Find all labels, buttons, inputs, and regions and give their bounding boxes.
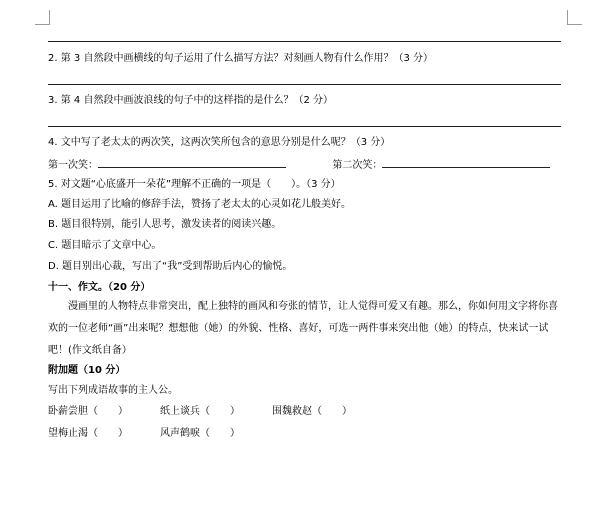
q4-first-blank[interactable] xyxy=(98,157,286,168)
answer-line-q2 xyxy=(48,84,561,85)
bonus-instruction: 写出下列成语故事的主人公。 xyxy=(48,385,178,396)
idiom-item: 风声鹤唳（ ） xyxy=(160,428,240,439)
question-4: 4. 文中写了老太太的两次笑，这两次笑所包含的意思分别是什么呢？（3 分） xyxy=(48,137,391,148)
q5-option-c: C. 题目暗示了文章中心。 xyxy=(48,240,162,251)
idiom-item: 围魏救赵（ ） xyxy=(272,406,352,417)
q4-first-label: 第一次笑： xyxy=(48,160,98,171)
bonus-title: 附加题（10 分） xyxy=(48,365,126,376)
q5-option-b: B. 题目很特别，能引人思考，激发读者的阅读兴趣。 xyxy=(48,219,282,230)
q4-answer-row xyxy=(48,157,550,173)
page-corner-mark-top-left xyxy=(35,10,50,25)
section-11-prompt: 漫画里的人物特点非常突出，配上独特的画风和夸张的情节，让人觉得可爱又有趣。那么，你如何用文字将你喜欢的一位老师“画”出来呢？想想他（她）的外貌、性格、喜好，可选一两件事来突出他（她）的特点，快来试一试吧！(作文纸自备） xyxy=(48,301,558,356)
idiom-item: 纸上谈兵（ ） xyxy=(160,406,240,417)
idiom-item: 卧薪尝胆（ ） xyxy=(48,406,128,417)
q5-option-a: A. 题目运用了比喻的修辞手法，赞扬了老太太的心灵如花儿般美好。 xyxy=(48,199,352,210)
question-3: 3. 第 4 自然段中画波浪线的句子中的这样指的是什么？（2 分） xyxy=(48,95,333,106)
answer-line-q1 xyxy=(48,41,561,42)
q4-second-blank[interactable] xyxy=(382,157,550,168)
question-2: 2. 第 3 自然段中画横线的句子运用了什么描写方法？对刻画人物有什么作用？（3 分） xyxy=(48,53,433,64)
idiom-item: 望梅止渴（ ） xyxy=(48,428,128,439)
question-5: 5. 对文题“心底盛开一朵花”理解不正确的一项是（ ）。（3 分） xyxy=(48,179,341,190)
answer-line-q3 xyxy=(48,126,561,127)
q5-option-d: D. 题目别出心裁，写出了“我”受到帮助后内心的愉悦。 xyxy=(48,261,293,272)
q4-second-label: 第二次笑： xyxy=(332,160,383,171)
page-corner-mark-top-right xyxy=(567,10,582,25)
section-11-title: 十一、作文。（20 分） xyxy=(48,282,151,293)
